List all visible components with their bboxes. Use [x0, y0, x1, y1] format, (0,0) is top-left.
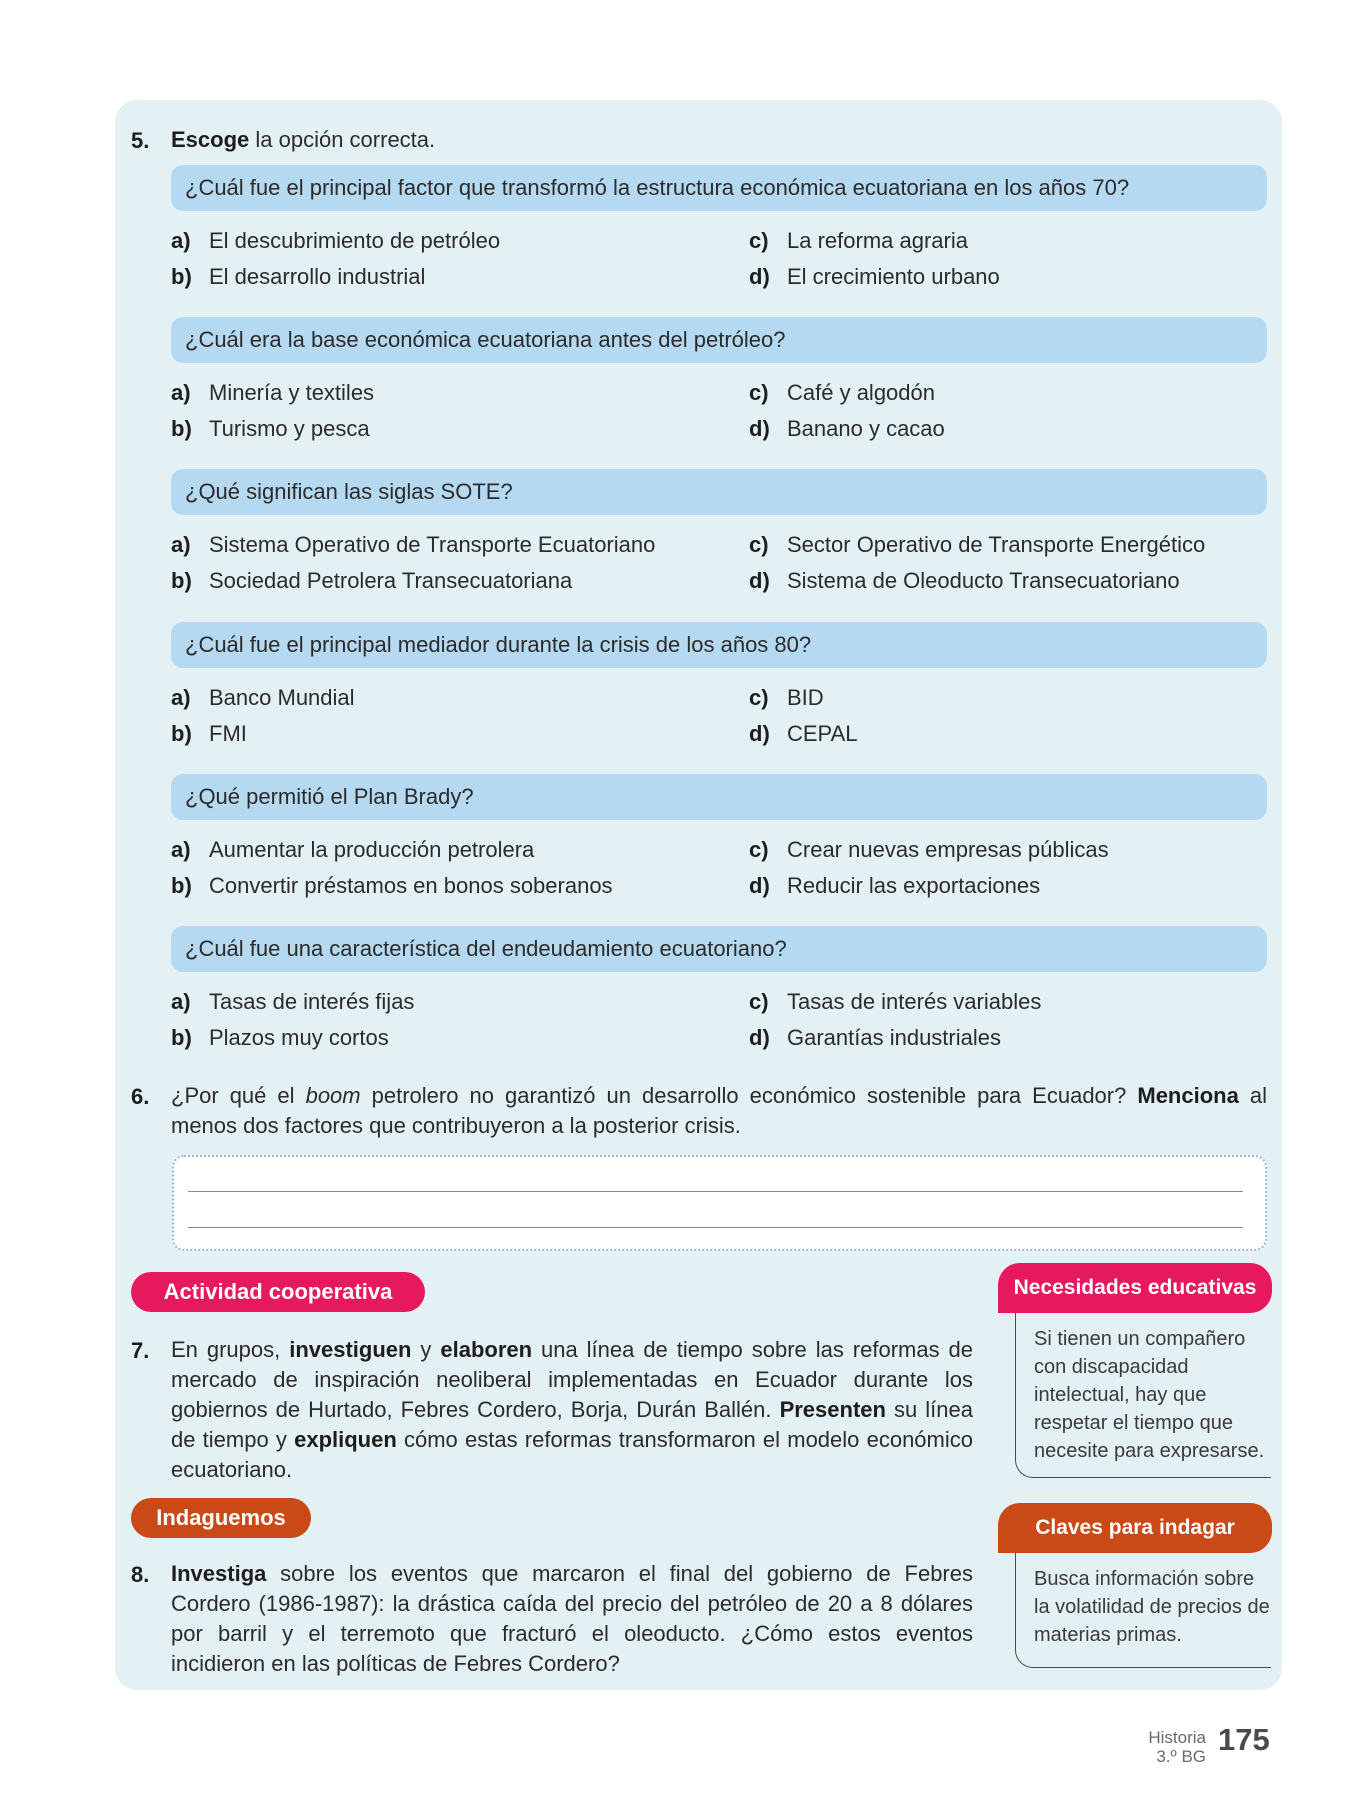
- option-text: Tasas de interés variables: [787, 989, 1042, 1014]
- question-5-prompt: ¿Cuál fue el principal mediador durante la crisis de los años 80?: [171, 622, 1267, 668]
- special-needs-body: Si tienen un compañero con discapacidad intelectual, hay que respetar el tiempo que necesite para expresarse.: [1015, 1313, 1271, 1478]
- activity-cooperative-label: Actividad cooperativa: [131, 1272, 425, 1312]
- option-letter: b): [171, 416, 192, 441]
- answer-option[interactable]: [749, 871, 1040, 901]
- option-text: FMI: [209, 721, 247, 746]
- question-5-prompt: ¿Cuál era la base económica ecuatoriana antes del petróleo?: [171, 317, 1267, 363]
- option-letter: b): [171, 873, 192, 898]
- answer-option[interactable]: [171, 262, 425, 292]
- option-letter: a): [171, 380, 191, 405]
- answer-option[interactable]: [749, 226, 968, 256]
- answer-option[interactable]: [171, 530, 655, 560]
- option-letter: b): [171, 721, 192, 746]
- option-text: Turismo y pesca: [209, 416, 370, 441]
- option-letter: c): [749, 532, 769, 557]
- option-text: Aumentar la producción petrolera: [209, 837, 535, 862]
- option-letter: c): [749, 989, 769, 1014]
- question-7-text: En grupos, investiguen y elaboren una línea de tiempo sobre las reformas de mercado de inspiración neoliberal implementadas en Ecuador durante los gobiernos de Hurtado, Febres Cordero, Borja, Durán Ballén. Presenten su línea de tiempo y expliquen cómo estas reformas transformaron el modelo económico ecuatoriano.: [171, 1337, 973, 1482]
- question-7-number: 7.: [131, 1338, 150, 1363]
- subject-name: Historia: [1148, 1728, 1206, 1747]
- option-text: Minería y textiles: [209, 380, 375, 405]
- option-text: La reforma agraria: [787, 228, 968, 253]
- question-5-number: 5.: [131, 128, 150, 153]
- instruction-verb: Menciona: [1137, 1083, 1239, 1108]
- option-text: Garantías industriales: [787, 1025, 1001, 1050]
- grade-level: 3.º BG: [1156, 1747, 1206, 1766]
- option-letter: c): [749, 685, 769, 710]
- answer-option[interactable]: [171, 835, 534, 865]
- indaguemos-label: Indaguemos: [131, 1498, 311, 1538]
- answer-option[interactable]: [749, 683, 824, 713]
- answer-option[interactable]: [171, 566, 572, 596]
- answer-option[interactable]: [171, 414, 370, 444]
- answer-option[interactable]: [171, 871, 613, 901]
- option-letter: b): [171, 1025, 192, 1050]
- answer-option[interactable]: [749, 719, 858, 749]
- page-number: 175: [1218, 1722, 1270, 1757]
- option-letter: a): [171, 989, 191, 1014]
- option-letter: c): [749, 837, 769, 862]
- answer-line: [188, 1191, 1243, 1192]
- answer-option[interactable]: [171, 378, 374, 408]
- option-text: El crecimiento urbano: [787, 264, 1000, 289]
- option-letter: a): [171, 685, 191, 710]
- option-letter: d): [749, 568, 770, 593]
- question-5-prompt: ¿Cuál fue el principal factor que transformó la estructura económica ecuatoriana en los años 70?: [171, 165, 1267, 211]
- question-6-text: ¿Por qué el boom petrolero no garantizó un desarrollo económico sostenible para Ecuador? Menciona al menos dos factores que contribuyeron a la posterior crisis.: [171, 1083, 1267, 1138]
- question-5-prompt: ¿Cuál fue una característica del endeudamiento ecuatoriano?: [171, 926, 1267, 972]
- option-text: El desarrollo industrial: [209, 264, 426, 289]
- option-letter: b): [171, 264, 192, 289]
- answer-option[interactable]: [749, 987, 1041, 1017]
- option-text: Café y algodón: [787, 380, 935, 405]
- option-text: Banco Mundial: [209, 685, 355, 710]
- question-8-text: Investiga sobre los eventos que marcaron el final del gobierno de Febres Cordero (1986-1987): la drástica caída del precio del petróleo de 20 a 8 dólares por barril y el terremoto que fracturó el oleoducto. ¿Cómo estos eventos incidieron en las políticas de Febres Cordero?: [171, 1561, 973, 1676]
- option-text: Sector Operativo de Transporte Energético: [787, 532, 1206, 557]
- answer-option[interactable]: [171, 719, 247, 749]
- option-text: Reducir las exportaciones: [787, 873, 1041, 898]
- option-letter: c): [749, 228, 769, 253]
- option-letter: a): [171, 532, 191, 557]
- instruction-verb: Investiga: [171, 1561, 267, 1586]
- answer-line: [188, 1227, 1243, 1228]
- option-letter: d): [749, 1025, 770, 1050]
- question-8-number: 8.: [131, 1562, 150, 1587]
- option-text: Sistema Operativo de Transporte Ecuatoriano: [209, 532, 656, 557]
- option-text: Convertir préstamos en bonos soberanos: [209, 873, 613, 898]
- research-tips-title: Claves para indagar: [998, 1503, 1272, 1553]
- option-letter: d): [749, 873, 770, 898]
- question-5-prompt: ¿Qué significan las siglas SOTE?: [171, 469, 1267, 515]
- answer-option[interactable]: [171, 1023, 389, 1053]
- research-tips-body: Busca información sobre la volatilidad de precios de materias primas.: [1015, 1553, 1271, 1668]
- option-letter: a): [171, 228, 191, 253]
- option-text: Sistema de Oleoducto Transecuatoriano: [787, 568, 1180, 593]
- answer-option[interactable]: [749, 378, 935, 408]
- option-text: Banano y cacao: [787, 416, 945, 441]
- question-5-instruction: [171, 125, 435, 155]
- instruction-text: la opción correcta.: [249, 127, 436, 152]
- option-letter: d): [749, 416, 770, 441]
- option-letter: b): [171, 568, 192, 593]
- question-6-number: 6.: [131, 1084, 150, 1109]
- answer-option[interactable]: [171, 987, 414, 1017]
- option-text: Tasas de interés fijas: [209, 989, 415, 1014]
- answer-option[interactable]: [171, 226, 500, 256]
- answer-option[interactable]: [749, 262, 1000, 292]
- option-text: CEPAL: [787, 721, 858, 746]
- option-letter: a): [171, 837, 191, 862]
- question-5-prompt: ¿Qué permitió el Plan Brady?: [171, 774, 1267, 820]
- answer-option[interactable]: [749, 566, 1180, 596]
- italic-term: boom: [305, 1083, 361, 1108]
- answer-option[interactable]: [749, 530, 1205, 560]
- answer-option[interactable]: [749, 835, 1109, 865]
- answer-option[interactable]: [171, 683, 355, 713]
- option-text: Sociedad Petrolera Transecuatoriana: [209, 568, 573, 593]
- answer-option[interactable]: [749, 1023, 1001, 1053]
- option-text: Plazos muy cortos: [209, 1025, 389, 1050]
- option-letter: d): [749, 264, 770, 289]
- option-letter: d): [749, 721, 770, 746]
- footer-subject: [1148, 1728, 1206, 1766]
- option-letter: c): [749, 380, 769, 405]
- option-text: Crear nuevas empresas públicas: [787, 837, 1109, 862]
- option-text: BID: [787, 685, 824, 710]
- special-needs-title: Necesidades educativas: [998, 1263, 1272, 1313]
- instruction-verb: Escoge: [171, 127, 250, 152]
- answer-area[interactable]: [172, 1155, 1267, 1251]
- option-text: El descubrimiento de petróleo: [209, 228, 501, 253]
- answer-option[interactable]: [749, 414, 945, 444]
